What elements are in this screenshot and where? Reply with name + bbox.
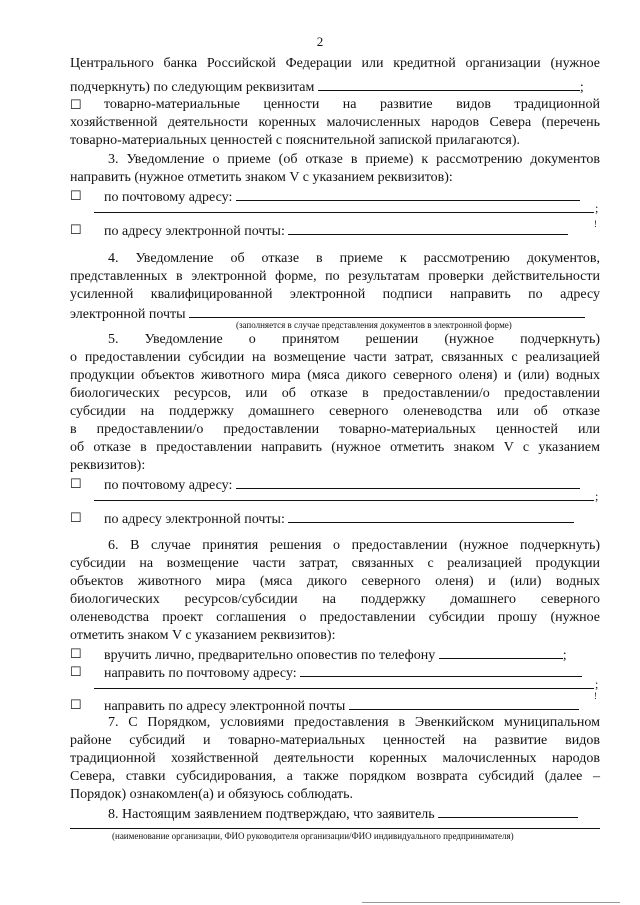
- section6-line: объектов животного мира (мяса дикого северного оленя) и (или) водных: [70, 574, 600, 589]
- s4-field-note: (заполняется в случае представления документов в электронной форме): [236, 320, 512, 330]
- section6-line: 6. В случае принятия решения о предоставлении (нужное подчеркнуть): [108, 538, 600, 553]
- goods-line: товарно-материальных ценностей с пояснительной запиской прилагаются).: [70, 133, 520, 148]
- s8-applicant-field[interactable]: [438, 805, 578, 818]
- section7-line: традиционной хозяйственной деятельности коренных малочисленных народов: [70, 751, 600, 766]
- s5-email-label: по адресу электронной почты:: [104, 512, 285, 527]
- semicolon: ;: [595, 489, 599, 503]
- checkbox-s3-email[interactable]: ☐: [70, 222, 82, 237]
- s8-field-note: (наименование организации, ФИО руководителя организации/ФИО индивидуального предпринимателя): [112, 831, 514, 841]
- section6-line: биологических ресурсов/субсидии на поддержку домашнего северного: [70, 592, 600, 607]
- section7-line: районе субсидий и товарно-материальных ценностей на развитие видов: [70, 733, 600, 748]
- requisites-field[interactable]: [318, 78, 580, 91]
- section7-line: 7. С Порядком, условиями предоставления в Эвенкийском муниципальном: [108, 715, 600, 730]
- section4-line: представленных в электронной форме, по результатам проверки действительности: [70, 269, 600, 284]
- s6-email-row: [104, 697, 579, 715]
- section5-line: об отказе в предоставлении направить (нужное отметить знаком V с указанием: [70, 440, 600, 455]
- checkbox-s6-email[interactable]: ☐: [70, 697, 82, 712]
- section5-line: продукции объектов животного мира (мяса дикого северного оленя) и (или) водных: [70, 368, 600, 383]
- intro-line: Центрального банка Российской Федерации или кредитной организации (нужное: [70, 56, 600, 71]
- s3-postal-field[interactable]: [236, 188, 580, 201]
- checkbox-s3-postal[interactable]: ☐: [70, 188, 82, 203]
- s6-post-field[interactable]: [300, 664, 582, 677]
- s5-postal-field[interactable]: [236, 476, 580, 489]
- section5-line: в предоставлении/о предоставлении товарно-материальных ценностей или: [70, 422, 600, 437]
- section3-line: направить (нужное отметить знаком V с указанием реквизитов):: [70, 170, 453, 185]
- section5-line: реквизитов):: [70, 458, 146, 473]
- s3-postal-row: [104, 188, 580, 206]
- semicolon: ;: [595, 677, 599, 691]
- semicolon: ;: [562, 648, 567, 663]
- s3-postal-field-line2[interactable]: [94, 212, 594, 213]
- s8-applicant-row: [70, 805, 600, 823]
- goods-line: хозяйственной деятельности коренных малочисленных народов Севера (перечень: [70, 115, 600, 130]
- s5-postal-label: по почтовому адресу:: [104, 478, 233, 493]
- s5-postal-field-line2[interactable]: [94, 500, 594, 501]
- section5-line: 5. Уведомление о принятом решении (нужное подчеркнуть): [108, 332, 600, 347]
- section5-line: о предоставлении субсидии на возмещение части затрат, связанных с реализацией: [70, 350, 600, 365]
- s3-postal-label: по почтовому адресу:: [104, 190, 233, 205]
- s6-hand-row: [104, 646, 567, 664]
- scan-edge-line: [362, 902, 620, 903]
- checkbox-s5-email[interactable]: ☐: [70, 510, 82, 525]
- page-number: 2: [316, 34, 324, 49]
- s8-applicant-field-line2[interactable]: [70, 828, 600, 829]
- section7-line: Севера, ставки субсидирования, а также порядком возврата субсидий (далее –: [70, 769, 600, 784]
- section5-line: субсидии на поддержку домашнего северного оленеводства или об отказе: [70, 404, 600, 419]
- s3-email-row: [104, 222, 568, 240]
- s8-label: 8. Настоящим заявлением подтверждаю, что заявитель: [108, 807, 435, 822]
- s6-post-row: [104, 664, 582, 682]
- s3-email-field[interactable]: [288, 222, 568, 235]
- s6-post-label: направить по почтовому адресу:: [104, 666, 297, 681]
- section5-line: биологических ресурсов, или об отказе в предоставлении/о предоставлении: [70, 386, 600, 401]
- checkbox-s6-hand[interactable]: ☐: [70, 646, 82, 661]
- checkbox-s5-postal[interactable]: ☐: [70, 476, 82, 491]
- intro-requisites-line: [70, 78, 600, 96]
- s4-email-field[interactable]: [189, 305, 585, 318]
- goods-line: товарно-материальные ценности на развитие видов традиционной: [104, 97, 600, 112]
- semicolon: ;: [595, 201, 599, 215]
- tick-mark: !: [594, 219, 597, 229]
- s5-email-row: [104, 510, 574, 528]
- section3-line: 3. Уведомление о приеме (об отказе в приеме) к рассмотрению документов: [108, 152, 600, 167]
- section6-line: оленеводства проект соглашения о предоставлении субсидии прошу (нужное: [70, 610, 600, 625]
- semicolon: ;: [579, 80, 584, 95]
- s6-email-field[interactable]: [349, 697, 579, 710]
- section6-line: отметить знаком V с указанием реквизитов):: [70, 628, 336, 643]
- s3-email-label: по адресу электронной почты:: [104, 224, 285, 239]
- section4-line: усиленной квалифицированной электронной подписи направить по адресу: [70, 287, 600, 302]
- section7-line: Порядок) ознакомлен(а) и обязуюсь соблюдать.: [70, 787, 353, 802]
- s6-hand-label: вручить лично, предварительно оповестив по телефону: [104, 648, 436, 663]
- tick-mark: !: [594, 691, 597, 701]
- s6-post-field-line2[interactable]: [94, 688, 594, 689]
- s6-email-label: направить по адресу электронной почты: [104, 699, 346, 714]
- intro-requisites-label: подчеркнуть) по следующим реквизитам: [70, 80, 315, 95]
- s5-email-field[interactable]: [288, 510, 574, 523]
- s4-email-label: электронной почты: [70, 307, 186, 322]
- section4-line: 4. Уведомление об отказе в приеме к рассмотрению документов,: [108, 251, 600, 266]
- s5-postal-row: [104, 476, 580, 494]
- s6-phone-field[interactable]: [439, 646, 563, 659]
- section6-line: субсидии на возмещение части затрат, связанных с реализацией продукции: [70, 556, 600, 571]
- checkbox-goods[interactable]: ☐: [70, 97, 82, 112]
- checkbox-s6-post[interactable]: ☐: [70, 664, 82, 679]
